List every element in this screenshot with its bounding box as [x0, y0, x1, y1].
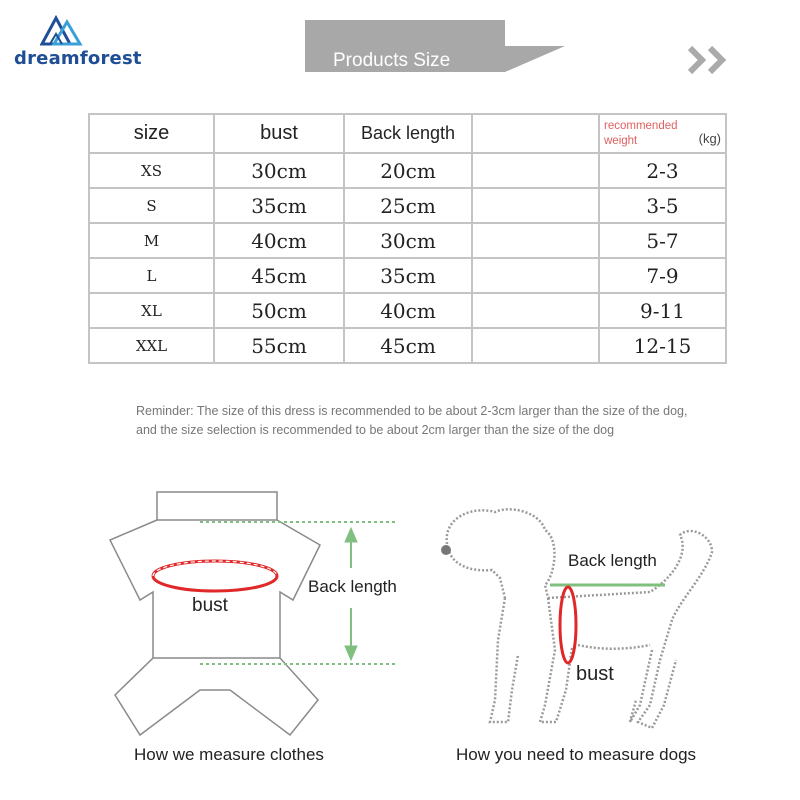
- header-bust: bust: [214, 114, 344, 153]
- header-back-length: Back length: [344, 114, 472, 153]
- cell-size: XS: [89, 153, 214, 188]
- dog-outline: [447, 509, 712, 728]
- cell-weight: 5-7: [599, 223, 726, 258]
- cell-size: XXL: [89, 328, 214, 363]
- dog-caption: How you need to measure dogs: [456, 745, 697, 764]
- brand-name: dreamforest: [14, 48, 142, 69]
- cell-back-length: 20cm: [344, 153, 472, 188]
- clothes-caption: How we measure clothes: [134, 745, 324, 764]
- cell-bust: 50cm: [214, 293, 344, 328]
- cell-back-length: 30cm: [344, 223, 472, 258]
- cell-size: L: [89, 258, 214, 293]
- dog-bust-label: bust: [576, 663, 614, 685]
- cell-weight: 3-5: [599, 188, 726, 223]
- clothes-bust-label: bust: [192, 595, 228, 616]
- cell-bust: 45cm: [214, 258, 344, 293]
- dog-back-length-label: Back length: [568, 551, 657, 570]
- cell-size: S: [89, 188, 214, 223]
- cell-size: XL: [89, 293, 214, 328]
- dog-nose-icon: [441, 545, 451, 555]
- cell-weight: 9-11: [599, 293, 726, 328]
- reminder-text: Reminder: The size of this dress is recommended to be about 2-3cm larger than the size of the dog, and the size selection is recommended to be about 2cm larger than the size of the dog: [136, 404, 688, 437]
- cell-back-length: 25cm: [344, 188, 472, 223]
- clothes-back-length-label: Back length: [308, 577, 397, 596]
- cell-back-length: 40cm: [344, 293, 472, 328]
- page-title: Products Size: [333, 50, 451, 71]
- cell-weight: 7-9: [599, 258, 726, 293]
- cell-bust: 40cm: [214, 223, 344, 258]
- cell-weight: 12-15: [599, 328, 726, 363]
- cell-back-length: 35cm: [344, 258, 472, 293]
- cell-size: M: [89, 223, 214, 258]
- cell-bust: 30cm: [214, 153, 344, 188]
- weight-unit-label: (kg): [698, 131, 721, 146]
- recommended-weight-label: recommended weight: [604, 120, 678, 147]
- cell-back-length: 45cm: [344, 328, 472, 363]
- dog-bust-measure: [560, 587, 576, 663]
- cell-bust: 55cm: [214, 328, 344, 363]
- cell-bust: 35cm: [214, 188, 344, 223]
- cell-weight: 2-3: [599, 153, 726, 188]
- header-size: size: [89, 114, 214, 153]
